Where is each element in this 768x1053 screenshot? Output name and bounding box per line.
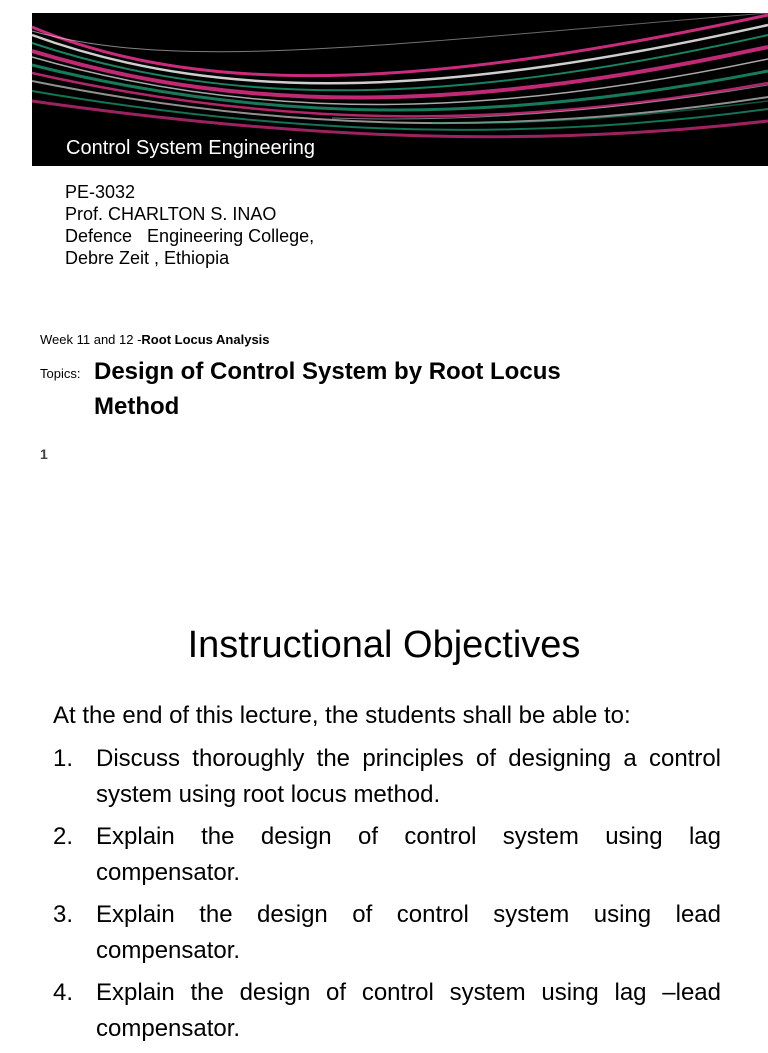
college-name: Defence Engineering College, [65, 226, 315, 246]
objective-item [53, 897, 721, 969]
objective-number: 3. [53, 901, 74, 928]
objective-number: 1. [53, 745, 74, 772]
topics-title: Design of Control System by Root Locus Method [94, 358, 561, 420]
objective-number: 4. [53, 979, 74, 1006]
objectives-list [53, 741, 721, 1053]
course-info [65, 181, 314, 269]
week-topic: Root Locus Analysis [141, 332, 270, 347]
course-code: PE-3032 [65, 182, 136, 202]
objective-item [53, 975, 721, 1047]
objectives-title: Instructional Objectives [187, 624, 581, 666]
topics-label: Topics: [40, 366, 81, 381]
objectives-intro: At the end of this lecture, the students shall be able to: [53, 702, 631, 729]
objective-text: Explain the design of control system using lag compensator. [96, 823, 721, 886]
objective-item [53, 741, 721, 813]
professor-name: Prof. CHARLTON S. INAO [65, 204, 277, 224]
week-line [40, 332, 270, 347]
week-prefix: Week 11 and 12 - [40, 332, 142, 347]
slide-number: 1 [40, 446, 48, 462]
objective-text: Explain the design of control system using lag –lead compensator. [96, 979, 721, 1042]
location: Debre Zeit , Ethiopia [65, 248, 230, 268]
banner-title: Control System Engineering [66, 137, 316, 159]
objective-text: Discuss thoroughly the principles of designing a control system using root locus method. [96, 745, 721, 808]
objective-number: 2. [53, 823, 74, 850]
title-banner [32, 13, 768, 166]
objective-text: Explain the design of control system using lead compensator. [96, 901, 721, 964]
objective-item [53, 819, 721, 891]
